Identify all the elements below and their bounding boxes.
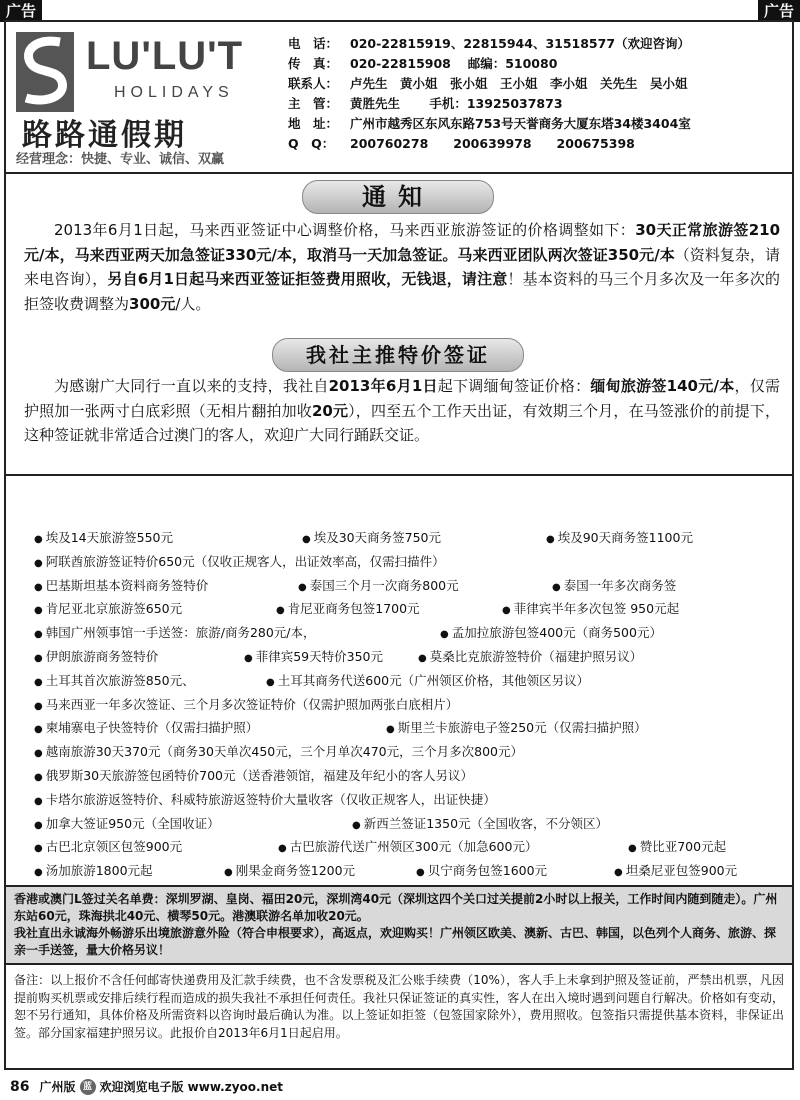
contact-row-people: 联系人： 卢先生 黄小姐 张小姐 王小姐 李小姐 关先生 吴小姐: [288, 76, 688, 91]
list-item: ● 汤加旅游1800元起 ● 刚果金商务签1200元 ● 贝宁商务包签1600元 ● 坦桑尼亚包签900元: [6, 859, 792, 883]
notice-paragraph-1: 2013年6月1日起，马来西亚签证中心调整价格，马来西亚旅游签证的价格调整如下：30天正常旅游签210元/本，马来西亚两天加急签证330元/本，取消马一天加急签证。马来西亚团队两次签证350元/本（资料复杂，请来电咨询），另自6月1日起马来西亚签证拒签费用照收，无钱退，请注意！基本资料的马三个月多次及一年多次的拒签收费调整为300元/人。: [24, 221, 781, 313]
list-item: ● 韩国广州领事馆一手送签：旅游/商务280元/本， ● 孟加拉旅游包签400元（商务500元）: [6, 621, 792, 645]
brand-logo: [16, 32, 276, 167]
transit-fees-box: [6, 885, 792, 965]
list-item: ● 马来西亚一年多次签证、三个月多次签证特价（仅需护照加两张白底相片）: [6, 693, 792, 717]
contact-row-manager: 主 管： 黄胜先生 手机：13925037873: [288, 96, 563, 111]
brand-name: LU'LU'T: [86, 34, 244, 78]
specials-list: [6, 526, 792, 883]
list-item: ● 卡塔尔旅游返签特价、科威特旅游返签特价大量收客（仅收正规客人，出证快捷）: [6, 788, 792, 812]
contact-info: [288, 34, 788, 154]
contact-row-qq: Q Q： 200760278 200639978 200675398: [288, 136, 635, 151]
list-item: ● 俄罗斯30天旅游签包函特价700元（送香港领馆，福建及年纪小的客人另议）: [6, 764, 792, 788]
footer: [10, 1078, 283, 1095]
list-item: ● 巴基斯坦基本资料商务签特价 ● 泰国三个月一次商务800元 ● 泰国一年多次商务签: [6, 574, 792, 598]
header: [6, 22, 792, 174]
list-item: ● 阿联酋旅游签证特价650元（仅收正规客人，出证效率高，仅需扫描件）: [6, 550, 792, 574]
footer-website: 欢迎浏览电子版 www.zyoo.net: [99, 1080, 283, 1094]
brand-cn-name: 路路通假期: [22, 118, 187, 153]
list-item: ● 埃及14天旅游签550元 ● 埃及30天商务签750元 ● 埃及90天商务签1100元: [6, 526, 792, 550]
insurance-line: 我社直出永诚海外畅游乐出境旅游意外险（符合申根要求），高返点，欢迎购买！广州领区欧美、澳新、古巴、韩国，以色列个人商务、旅游、探亲一手送签，量大价格另议！: [14, 926, 777, 957]
notice-section: [6, 174, 792, 476]
list-item: ● 土耳其首次旅游签850元、 ● 土耳其商务代送600元（广州领区价格，其他领区另议）: [6, 669, 792, 693]
notice-paragraph-2: 为感谢广大同行一直以来的支持，我社自2013年6月1日起下调缅甸签证价格：缅甸旅游签140元/本，仅需护照加一张两寸白底彩照（无相片翻拍加收20元），四至五个工作天出证，有效期三个月，在马签涨价的前提下，这种签证就非常适合过澳门的客人，欢迎广大同行踊跃交证。: [24, 377, 780, 444]
remarks: 备注：以上报价不含任何邮寄快递费用及汇款手续费，也不含发票税及汇公账手续费（10%），客人手上未拿到护照及签证前，严禁出机票，凡因提前购买机票或安排后续行程而造成的损失我社不承担任何责任。我社只保证签证的真实性，客人在出入境时遇到问题自行解决。价格如有变动，恕不另行通知，具体价格及所需资料以咨询时最后确认为准。以上签证如拒签（包签国家除外），费用照收。包签指只需提供基本资料，非保证出签。部分国家福建护照另议。此报价自2013年6月1日起启用。: [14, 973, 784, 1040]
contact-row-address: 地 址： 广州市越秀区东风东路753号天誉商务大厦东塔34楼3404室: [288, 116, 691, 131]
list-item: ● 伊朗旅游商务签特价 ● 菲律宾59天特价350元 ● 莫桑比克旅游签特价（福建护照另议）: [6, 645, 792, 669]
list-item: ● 越南旅游30天370元（商务30天单次450元，三个月单次470元，三个月多次800元）: [6, 740, 792, 764]
page-number: 86: [10, 1078, 30, 1095]
brand-motto: 经营理念：快捷、专业、诚信、双赢: [16, 152, 225, 167]
transit-fees-line: 香港或澳门L签过关名单费：深圳罗湖、皇岗、福田20元，深圳湾40元（深圳这四个关口过关提前2小时以上报关，工作时间内随到随走）。广州东站60元，珠海拱北40元、横琴50元。港澳联游名单加收20元。: [14, 892, 778, 923]
ad-label-left: 广告: [0, 0, 42, 22]
logo-mark-icon: [16, 32, 74, 112]
brand-sub: HOLIDAYS: [114, 84, 234, 101]
contact-row-fax: 传 真： 020-22815908 邮编：510080: [288, 56, 558, 71]
list-item: ● 肯尼亚北京旅游签650元 ● 肯尼亚商务包签1700元 ● 菲律宾半年多次包签 950元起: [6, 597, 792, 621]
advert-frame: [4, 20, 794, 1070]
list-item: ● 加拿大签证950元（全国收证） ● 新西兰签证1350元（全国收客，不分领区）: [6, 812, 792, 836]
notice-title: 通知: [302, 180, 494, 214]
edition-label: 广州版: [39, 1080, 76, 1094]
edition-badge-icon: 蓝: [80, 1079, 96, 1095]
list-item: ● 柬埔寨电子快签特价（仅需扫描护照） ● 斯里兰卡旅游电子签250元（仅需扫描护照）: [6, 716, 792, 740]
specials-title: 我社主推特价签证: [272, 338, 524, 372]
ad-label-right: 广告: [758, 0, 800, 22]
contact-row-phone: 电 话： 020-22815919、22815944、31518577（欢迎咨询）: [288, 36, 691, 51]
list-item: ● 古巴北京领区包签900元 ● 古巴旅游代送广州领区300元（加急600元） ● 赞比亚700元起: [6, 835, 792, 859]
